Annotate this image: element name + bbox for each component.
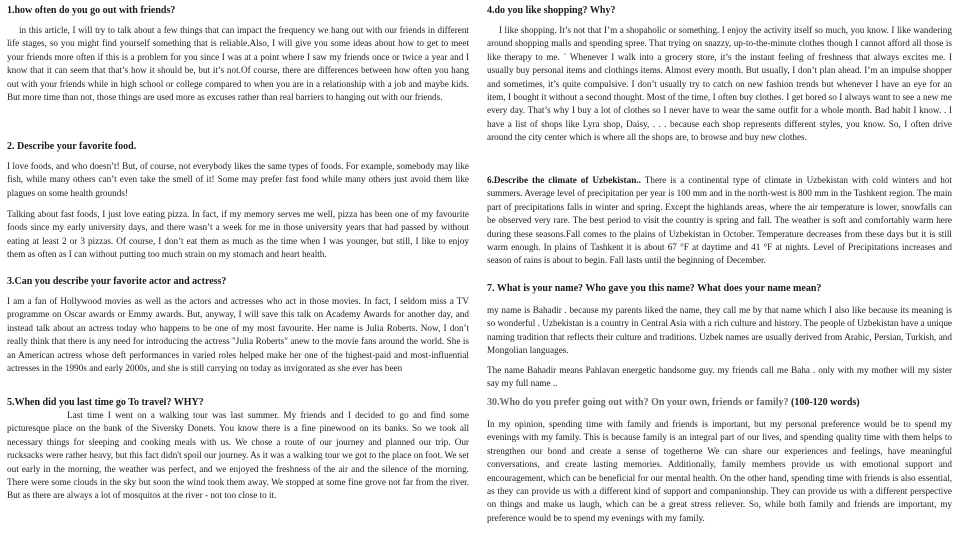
q3-heading: 3.Can you describe your favorite actor and actress? (7, 276, 227, 287)
q6-heading: 6.Describe the climate of Uzbekistan.. (487, 175, 641, 185)
q7-heading: 7. What is your name? Who gave you this name? What does your name mean? (487, 283, 822, 294)
q30-heading-question: 30.Who do you prefer going out with? On your own, friends or family? (487, 397, 789, 408)
q30-heading-wordcount: (100-120 words) (791, 397, 860, 408)
q6-block (487, 174, 952, 268)
q7-paragraph-1: my name is Bahadir . because my parents liked the name, they call me by that name which I also like because its meaning is so wonderful . Uzbekistan is a country in Central Asia with a rich culture and history. The people of Uzbekistan have a unique naming tradition that reflects their culture and traditions. Uzbek names are usually derived from Arabic, Persian, Turkish, and Mongolian languages. (487, 305, 952, 356)
q3-paragraph: I am a fan of Hollywood movies as well as the actors and actresses who act in those movies. In fact, I seldom miss a TV programme on Oscar awards or Emmy awards. But, anyway, I will save this talk on Academy Awards for another day, and instead talk about an actress today who happens to be one of my most favourite. Her name is Julia Roberts. Now, I don’t really think that there is any need for introducing the actress "Julia Roberts" anew to the movie fans around the world. She is an American actress whose deft performances in varied roles helped make her one of the highest-paid and most-influential actresses in the 1990s and early 2000s, and she is still carrying on today as invigorated as she ever has been (7, 296, 469, 374)
q6-paragraph: There is a continental type of climate in Uzbekistan with cold winters and hot summers. Average level of precipitation per year is 100 mm and in the north-west is 800 mm in the Tashkent region. The main part of precipitations falls in winter and spring. Except the highlands areas, where the air temperature is lower, snowfalls can be observed very rare. The best period to visit the country is spring and fall. The weather is soft and comfortably warm here during these seasons.Fall comes to the plains of Uzbekistan in October. Temperature decreases from these days but it is still warm enough. In plains of Tashkent it is about 67 °F at daytime and 41 °F at nights. Level of Precipitations increases and season of rains is about to begin. Fall lasts until the beginning of December. (487, 175, 952, 266)
q2-paragraph-2: Talking about fast foods, I just love eating pizza. In fact, if my memory serves me well, pizza has been one of my favourite foods since my early university days, and there wasn’t a week for me in those university years that had passed by without eating at least 2 or 3 pizzas. Of course, I don’t eat them as much as the time when I was younger, but still, I like to enjoy them as often as I can without putting too much strain on my stomach and heart health. (7, 209, 469, 260)
q4-paragraph: I like shopping. It’s not that I’m a shopaholic or something. I enjoy the activity itself so much, you know. I like wandering around shopping malls and spending spree. That trying on snazzy, up-to-the-minute clothes though I cannot afford all those is like therapy to me. ` Whenever I walk into a grocery store, it’s the instant feeling of freshness that always excites me. I usually buy personal items and clothings items. Almost every month. But usually, I don’t plan ahead. I’m an impulse shopper and sometimes, it’s quite compulsive. I don’t usually try to catch on new fashion trends but whenever I have an eye for an item, I bought it without a second thought. Most of the time, I often buy clothes. I get bored so I always want to see a new me every day. That’s why I buy a lot of clothes so I never have to wear the same outfit for a whole month. Bad habit I know. . I have a list of shops like Lyra shop, Daisy, . . . because each shop represents different styles, you know. So, I often drive around the city center which is where all the shops are, to browse and buy new clothes. (487, 25, 952, 143)
q4-heading: 4.do you like shopping? Why? (487, 5, 616, 16)
q7-paragraph-2: The name Bahadir means Pahlavan energetic handsome guy. my friends call me Baha . only with my mother will my sister say my full name .. (487, 365, 952, 389)
q30-heading (487, 397, 860, 409)
q30-paragraph: In my opinion, spending time with family and friends is important, but my personal preference would be to spend my evenings with my family. This is because family is an integral part of our lives, and spending quality time with them helps to strengthen our bond and create a sense of togetherne We can share our experiences and feelings, have meaningful conversations, and create lasting memories. Additionally, family members provide us with emotional support and encouragement, which can be beneficial for our mental health. On the other hand, spending time with friends is also essential, as they can provide us with a different kind of support and companionship. They can provide us with a different perspective on things and make us laugh, which can be a great stress reliever. So, while both family and friends are important, my preference would be to spend my evenings with my family. (487, 419, 952, 523)
q2-paragraph-1: I love foods, and who doesn’t! But, of course, not everybody likes the same types of foods. For example, somebody may like fish, while many others can’t even take the smell of it! Some may prefer fast food while many others just avoid them like plagues on some health grounds! (7, 161, 469, 198)
q5-paragraph: Last time I went on a walking tour was last summer. My friends and I decided to go and find some picturesque place on the bank of the Siversky Donets. You know there is a fine pinewood on its banks. So we took all necessary things for sleeping and cooking meals with us. We chose a route of our journey and planned our trip. Our rucksacks were rather heavy, but this fact didn't spoil our journey. As it was a walking tour we got to the place on foot. We set out early in the morning, the weather was perfect, and we enjoyed the freshness of the air and the silence of the morning. There were some clouds in the sky but soon the wind took them away. We stopped at some fine grove not far from the river. But as there are always a lot of mosquitos at the river - not too close to it. (7, 410, 469, 501)
q1-heading: 1.how often do you go out with friends? (7, 5, 176, 16)
q2-heading: 2. Describe your favorite food. (7, 141, 137, 152)
q5-heading: 5.When did you last time go To travel? WHY? (7, 397, 204, 408)
q1-paragraph: in this article, I will try to talk about a few things that can impact the frequency we hang out with our friends in different life stages, so you might find yourself something that is reliable.Also, I will give you some ideas about how to get to meet your friends more often if this is a problem for you since I was at a point where I saw my friends once or twice a year and I know that it can seem that that’s how it should be, but it’s not.Of course, there are differences between how often you hang out with your friends while in high school or college compared to when you are in a relationship with a job and maybe kids. But more time than not, those things are used more as excuses rather than real barriers to hanging out with our friends. (7, 25, 469, 103)
